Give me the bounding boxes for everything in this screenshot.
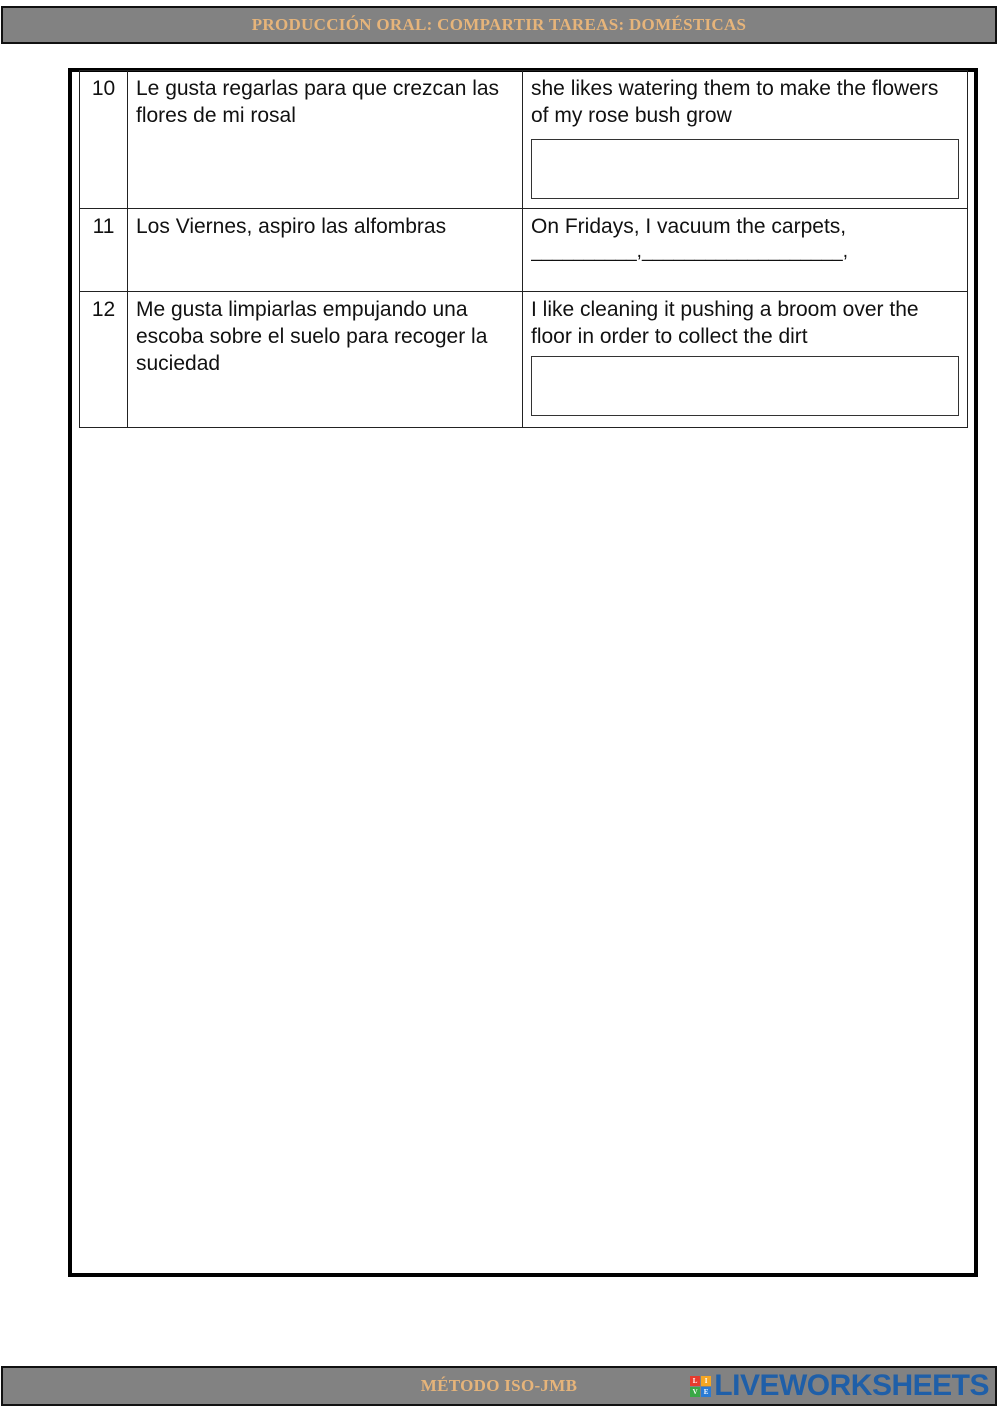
- table-row: [80, 71, 968, 209]
- spanish-sentence: Le gusta regarlas para que crezcan las flores de mi rosal: [128, 71, 523, 209]
- table-row: [80, 292, 968, 428]
- answer-input-12[interactable]: [531, 356, 959, 416]
- row-number: 11: [80, 209, 128, 292]
- liveworksheets-logo[interactable]: [690, 1368, 989, 1404]
- liveworksheets-mark-icon: [690, 1376, 711, 1397]
- logo-letter: L: [690, 1376, 700, 1386]
- table-row: [80, 209, 968, 292]
- fill-in-blank-line[interactable]: __________,___________________,: [531, 241, 848, 262]
- spanish-sentence: Me gusta limpiarlas empujando una escoba sobre el suelo para recoger la suciedad: [128, 292, 523, 428]
- page-title: PRODUCCIÓN ORAL: COMPARTIR TAREAS: DOMÉSTICAS: [251, 15, 747, 34]
- logo-letter: I: [701, 1376, 711, 1386]
- answer-input-10[interactable]: [531, 139, 959, 199]
- footer-banner: [1, 1366, 997, 1406]
- english-sentence: I like cleaning it pushing a broom over the floor in order to collect the dirt: [531, 298, 919, 348]
- row-number: 12: [80, 292, 128, 428]
- header-banner: [1, 6, 997, 44]
- brand-name: LIVEWORKSHEETS: [714, 1369, 989, 1402]
- logo-letter: V: [690, 1387, 700, 1397]
- english-cell: [523, 209, 968, 292]
- exercise-table: [79, 70, 968, 428]
- row-number: 10: [80, 71, 128, 209]
- footer-title: MÉTODO ISO-JMB: [420, 1376, 578, 1395]
- english-cell: [523, 292, 968, 428]
- english-cell: [523, 71, 968, 209]
- spanish-sentence: Los Viernes, aspiro las alfombras: [128, 209, 523, 292]
- english-sentence: she likes watering them to make the flowers of my rose bush grow: [531, 77, 939, 127]
- english-sentence: On Fridays, I vacuum the carpets,: [531, 215, 847, 238]
- logo-letter: E: [701, 1387, 711, 1397]
